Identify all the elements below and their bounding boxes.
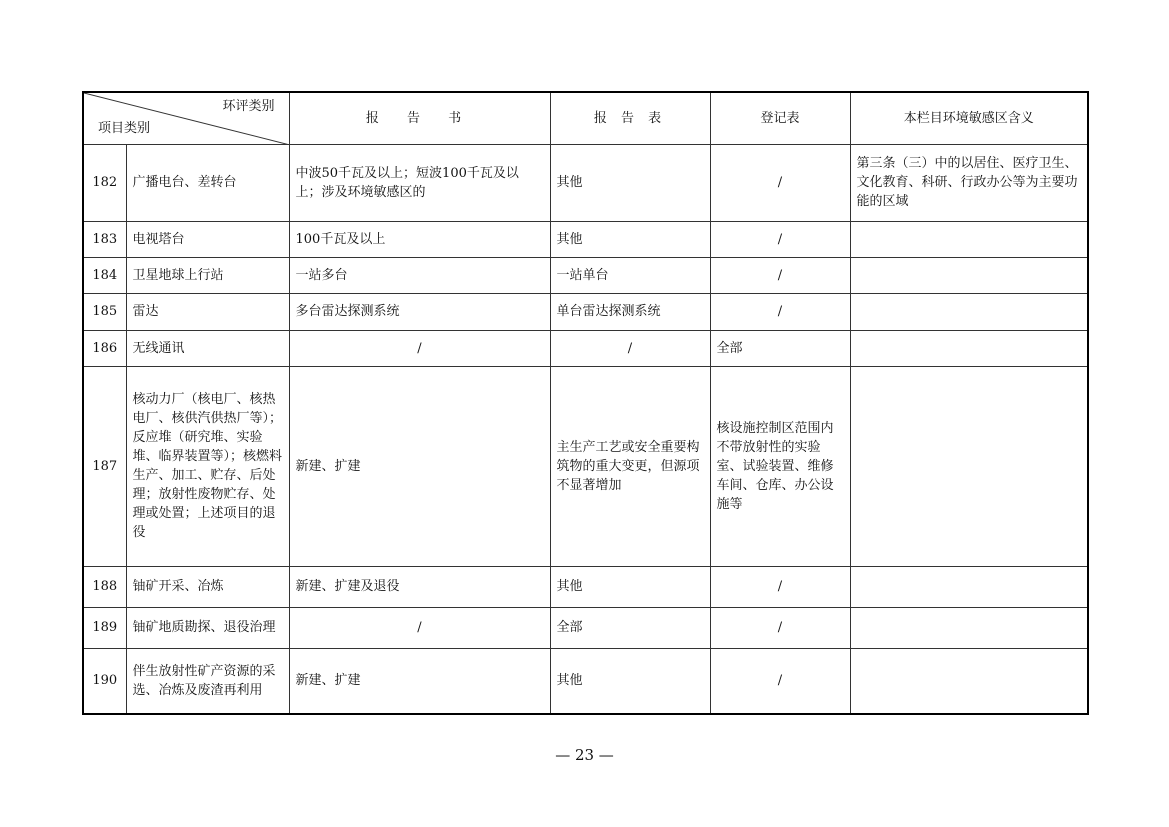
project-name: 卫星地球上行站: [126, 257, 289, 293]
sensitive-area-cell: 第三条（三）中的以居住、医疗卫生、文化教育、科研、行政办公等为主要功能的区域: [850, 144, 1088, 221]
table-row: [83, 607, 1088, 648]
report-form-cell: 其他: [550, 221, 710, 257]
report-form-cell: 主生产工艺或安全重要构筑物的重大变更，但源项不显著增加: [550, 366, 710, 566]
row-number: 188: [83, 566, 126, 607]
header-report-book: 报 告 书: [289, 92, 550, 144]
project-category-table: [82, 91, 1089, 715]
table-row: [83, 293, 1088, 330]
report-form-cell: 其他: [550, 566, 710, 607]
report-form-cell: 其他: [550, 144, 710, 221]
row-number: 189: [83, 607, 126, 648]
project-name: 无线通讯: [126, 330, 289, 366]
sensitive-area-cell: [850, 648, 1088, 714]
diagonal-header-cell: [83, 92, 289, 144]
row-number: 183: [83, 221, 126, 257]
report-book-cell: 新建、扩建: [289, 648, 550, 714]
report-book-cell: 多台雷达探测系统: [289, 293, 550, 330]
report-form-cell: 一站单台: [550, 257, 710, 293]
table-row: [83, 366, 1088, 566]
project-name: 广播电台、差转台: [126, 144, 289, 221]
report-book-cell: 新建、扩建及退役: [289, 566, 550, 607]
sensitive-area-cell: [850, 330, 1088, 366]
report-book-cell: 一站多台: [289, 257, 550, 293]
table-row: [83, 221, 1088, 257]
project-name: 雷达: [126, 293, 289, 330]
project-name: 伴生放射性矿产资源的采选、冶炼及废渣再利用: [126, 648, 289, 714]
sensitive-area-cell: [850, 257, 1088, 293]
report-book-cell: 100千瓦及以上: [289, 221, 550, 257]
sensitive-area-cell: [850, 607, 1088, 648]
header-registration: 登记表: [710, 92, 850, 144]
table-row: [83, 648, 1088, 714]
report-book-cell: /: [289, 330, 550, 366]
project-name: 铀矿开采、冶炼: [126, 566, 289, 607]
report-form-cell: 其他: [550, 648, 710, 714]
table-row: [83, 566, 1088, 607]
sensitive-area-cell: [850, 293, 1088, 330]
row-number: 186: [83, 330, 126, 366]
table-row: [83, 257, 1088, 293]
registration-cell: /: [710, 221, 850, 257]
registration-cell: /: [710, 648, 850, 714]
report-book-cell: 中波50千瓦及以上；短波100千瓦及以上；涉及环境敏感区的: [289, 144, 550, 221]
row-number: 185: [83, 293, 126, 330]
report-book-cell: 新建、扩建: [289, 366, 550, 566]
row-number: 190: [83, 648, 126, 714]
header-row: [83, 92, 1088, 144]
registration-cell: 全部: [710, 330, 850, 366]
sensitive-area-cell: [850, 366, 1088, 566]
report-form-cell: 单台雷达探测系统: [550, 293, 710, 330]
sensitive-area-cell: [850, 221, 1088, 257]
project-name: 核动力厂（核电厂、核热电厂、核供汽供热厂等）；反应堆（研究堆、实验堆、临界装置等）；核燃料生产、加工、贮存、后处理；放射性废物贮存、处理或处置；上述项目的退役: [126, 366, 289, 566]
sensitive-area-cell: [850, 566, 1088, 607]
table-row: [83, 144, 1088, 221]
registration-cell: /: [710, 293, 850, 330]
row-number: 187: [83, 366, 126, 566]
row-number: 182: [83, 144, 126, 221]
table-row: [83, 330, 1088, 366]
registration-cell: 核设施控制区范围内不带放射性的实验室、试验装置、维修车间、仓库、办公设施等: [710, 366, 850, 566]
report-form-cell: /: [550, 330, 710, 366]
registration-cell: /: [710, 257, 850, 293]
page-number: — 23 —: [555, 746, 614, 764]
header-report-form: 报 告 表: [550, 92, 710, 144]
registration-cell: /: [710, 607, 850, 648]
report-form-cell: 全部: [550, 607, 710, 648]
report-book-cell: /: [289, 607, 550, 648]
registration-cell: /: [710, 566, 850, 607]
project-name: 铀矿地质勘探、退役治理: [126, 607, 289, 648]
row-number: 184: [83, 257, 126, 293]
header-project-category: 项目类别: [98, 120, 151, 136]
project-name: 电视塔台: [126, 221, 289, 257]
registration-cell: /: [710, 144, 850, 221]
header-eia-category: 环评类别: [222, 99, 275, 114]
header-sensitive-area: 本栏目环境敏感区含义: [850, 92, 1088, 144]
